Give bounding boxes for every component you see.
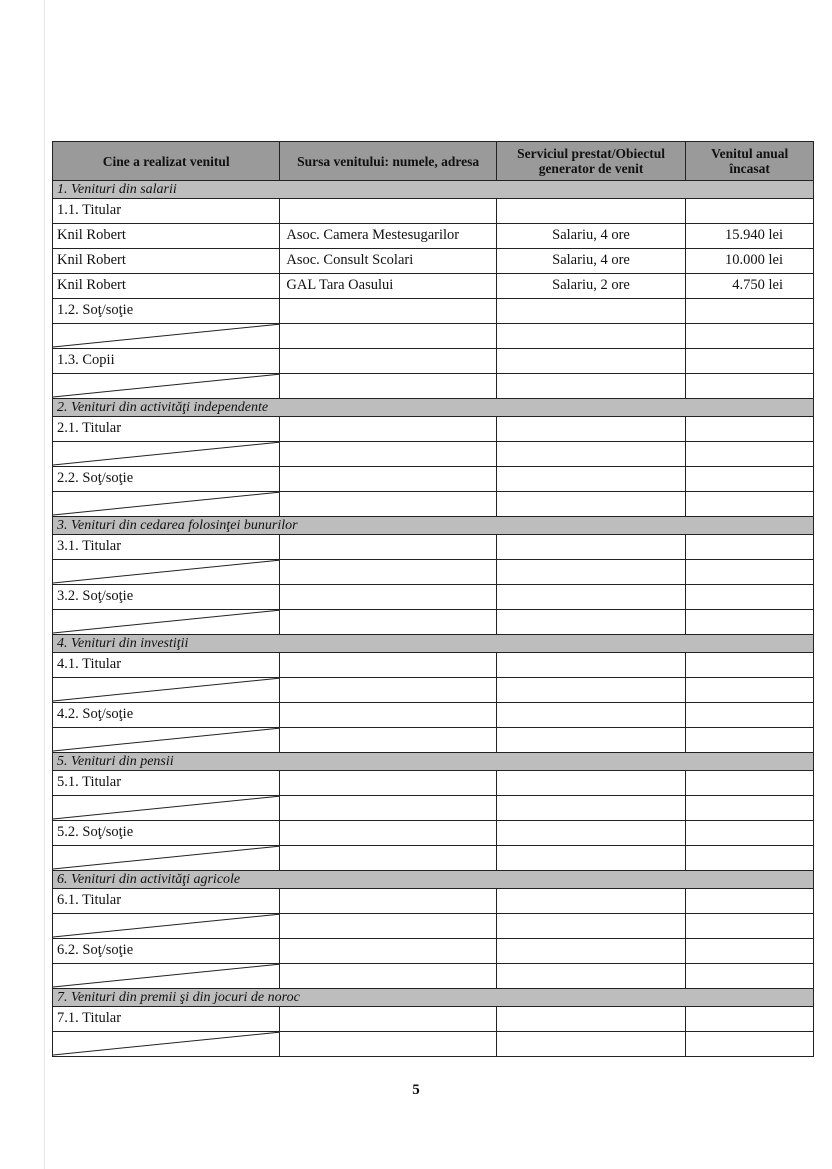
table-row bbox=[53, 964, 813, 989]
cell-who: 2.2. Soţ/soţie bbox=[53, 467, 280, 491]
table-row bbox=[53, 224, 813, 249]
scan-edge bbox=[44, 0, 45, 1169]
table-row bbox=[53, 610, 813, 635]
table-row bbox=[53, 442, 813, 467]
table-row bbox=[53, 467, 813, 492]
cell-amount bbox=[686, 914, 813, 938]
cell-who: 3.2. Soţ/soţie bbox=[53, 585, 280, 609]
cell-who bbox=[53, 796, 280, 820]
cell-service bbox=[497, 299, 686, 323]
cell-service bbox=[497, 771, 686, 795]
table-row bbox=[53, 349, 813, 374]
cell-who: 4.1. Titular bbox=[53, 653, 280, 677]
cell-who: Knil Robert bbox=[53, 274, 280, 298]
cell-source bbox=[280, 653, 496, 677]
cell-who: 5.1. Titular bbox=[53, 771, 280, 795]
cell-who: 5.2. Soţ/soţie bbox=[53, 821, 280, 845]
cell-source bbox=[280, 703, 496, 727]
cell-amount bbox=[686, 1007, 813, 1031]
cell-source bbox=[280, 728, 496, 752]
cell-source bbox=[280, 467, 496, 491]
cell-source bbox=[280, 678, 496, 702]
section-title: 5. Venituri din pensii bbox=[53, 753, 813, 771]
cell-who: 7.1. Titular bbox=[53, 1007, 280, 1031]
cell-amount: 4.750 lei bbox=[732, 277, 783, 293]
cell-amount: 15.940 lei bbox=[724, 227, 783, 243]
cell-service bbox=[497, 560, 686, 584]
table-row bbox=[53, 535, 813, 560]
cell-source bbox=[280, 846, 496, 870]
cell-who bbox=[53, 728, 280, 752]
cell-service bbox=[497, 492, 686, 516]
table-row bbox=[53, 560, 813, 585]
section-title: 4. Venituri din investiţii bbox=[53, 635, 813, 653]
cell-who bbox=[53, 914, 280, 938]
cell-who: Knil Robert bbox=[53, 249, 280, 273]
cell-source bbox=[280, 821, 496, 845]
cell-who: Knil Robert bbox=[53, 224, 280, 248]
cell-source bbox=[280, 417, 496, 441]
cell-who bbox=[53, 442, 280, 466]
cell-amount bbox=[686, 889, 813, 913]
cell-who: 1.1. Titular bbox=[53, 199, 280, 223]
cell-amount bbox=[686, 796, 813, 820]
cell-amount bbox=[686, 349, 813, 373]
cell-amount bbox=[686, 535, 813, 559]
cell-service bbox=[497, 914, 686, 938]
table-row bbox=[53, 417, 813, 442]
cell-service bbox=[497, 728, 686, 752]
cell-service bbox=[497, 324, 686, 348]
cell-amount bbox=[686, 374, 813, 398]
section-title: 7. Venituri din premii şi din jocuri de noroc bbox=[53, 989, 813, 1007]
header-source: Sursa venitului: numele, adresa bbox=[280, 142, 496, 180]
cell-service bbox=[497, 889, 686, 913]
cell-service bbox=[497, 349, 686, 373]
cell-amount bbox=[686, 728, 813, 752]
cell-amount bbox=[686, 821, 813, 845]
cell-service bbox=[497, 535, 686, 559]
cell-who bbox=[53, 678, 280, 702]
cell-service: Salariu, 2 ore bbox=[497, 274, 686, 298]
cell-who bbox=[53, 374, 280, 398]
table-row bbox=[53, 324, 813, 349]
diagonal-strike bbox=[53, 442, 280, 466]
header-who: Cine a realizat venitul bbox=[53, 142, 280, 180]
diagonal-strike bbox=[53, 610, 280, 634]
header-service: Serviciul prestat/Obiectul generator de venit bbox=[497, 142, 687, 180]
cell-who: 1.2. Soţ/soţie bbox=[53, 299, 280, 323]
cell-amount bbox=[686, 771, 813, 795]
section-title: 2. Venituri din activităţi independente bbox=[53, 399, 813, 417]
cell-source: Asoc. Camera Mestesugarilor bbox=[280, 224, 496, 248]
diagonal-strike bbox=[53, 1032, 280, 1056]
table-body bbox=[53, 181, 813, 1056]
cell-source bbox=[280, 889, 496, 913]
table-header bbox=[53, 142, 813, 181]
cell-amount bbox=[686, 846, 813, 870]
cell-who: 1.3. Copii bbox=[53, 349, 280, 373]
table-row bbox=[53, 703, 813, 728]
income-table bbox=[52, 141, 814, 1057]
cell-service bbox=[497, 374, 686, 398]
cell-service bbox=[497, 846, 686, 870]
table-row bbox=[53, 249, 813, 274]
cell-who bbox=[53, 846, 280, 870]
diagonal-strike bbox=[53, 560, 280, 584]
cell-who: 3.1. Titular bbox=[53, 535, 280, 559]
table-row bbox=[53, 846, 813, 871]
cell-amount bbox=[686, 442, 813, 466]
table-row bbox=[53, 914, 813, 939]
section-title: 1. Venituri din salarii bbox=[53, 181, 813, 199]
cell-service: Salariu, 4 ore bbox=[497, 224, 686, 248]
cell-amount bbox=[686, 417, 813, 441]
cell-amount bbox=[686, 324, 813, 348]
cell-service bbox=[497, 199, 686, 223]
table-row bbox=[53, 821, 813, 846]
cell-source bbox=[280, 374, 496, 398]
section-title: 3. Venituri din cedarea folosinţei bunurilor bbox=[53, 517, 813, 535]
cell-source bbox=[280, 1007, 496, 1031]
cell-amount bbox=[686, 299, 813, 323]
table-row bbox=[53, 585, 813, 610]
cell-source bbox=[280, 585, 496, 609]
cell-who: 6.2. Soţ/soţie bbox=[53, 939, 280, 963]
table-row bbox=[53, 492, 813, 517]
cell-source bbox=[280, 1032, 496, 1056]
cell-source bbox=[280, 535, 496, 559]
cell-source bbox=[280, 771, 496, 795]
cell-who bbox=[53, 964, 280, 988]
table-row bbox=[53, 939, 813, 964]
diagonal-strike bbox=[53, 796, 280, 820]
cell-source bbox=[280, 796, 496, 820]
cell-source bbox=[280, 299, 496, 323]
cell-source: Asoc. Consult Scolari bbox=[280, 249, 496, 273]
cell-service bbox=[497, 703, 686, 727]
cell-who: 6.1. Titular bbox=[53, 889, 280, 913]
cell-service bbox=[497, 964, 686, 988]
cell-amount: 10.000 lei bbox=[724, 252, 783, 268]
table-row bbox=[53, 1007, 813, 1032]
page-number: 5 bbox=[412, 1082, 420, 1098]
cell-service bbox=[497, 585, 686, 609]
cell-amount bbox=[686, 467, 813, 491]
table-row bbox=[53, 374, 813, 399]
cell-amount bbox=[686, 703, 813, 727]
diagonal-strike bbox=[53, 728, 280, 752]
cell-amount bbox=[686, 678, 813, 702]
cell-service bbox=[497, 796, 686, 820]
cell-amount bbox=[686, 653, 813, 677]
table-row bbox=[53, 274, 813, 299]
cell-amount bbox=[686, 585, 813, 609]
cell-source bbox=[280, 492, 496, 516]
cell-who bbox=[53, 492, 280, 516]
cell-service bbox=[497, 467, 686, 491]
cell-amount bbox=[686, 939, 813, 963]
cell-who: 4.2. Soţ/soţie bbox=[53, 703, 280, 727]
cell-service bbox=[497, 653, 686, 677]
cell-amount bbox=[686, 964, 813, 988]
diagonal-strike bbox=[53, 846, 280, 870]
cell-source bbox=[280, 324, 496, 348]
cell-service bbox=[497, 442, 686, 466]
cell-source bbox=[280, 349, 496, 373]
cell-amount bbox=[686, 1032, 813, 1056]
table-row bbox=[53, 728, 813, 753]
cell-service bbox=[497, 610, 686, 634]
cell-amount bbox=[686, 492, 813, 516]
diagonal-strike bbox=[53, 678, 280, 702]
diagonal-strike bbox=[53, 324, 280, 348]
cell-amount bbox=[686, 199, 813, 223]
section-title: 6. Venituri din activităţi agricole bbox=[53, 871, 813, 889]
diagonal-strike bbox=[53, 374, 280, 398]
cell-source bbox=[280, 442, 496, 466]
cell-service bbox=[497, 821, 686, 845]
cell-service bbox=[497, 939, 686, 963]
table-row bbox=[53, 678, 813, 703]
cell-service bbox=[497, 1007, 686, 1031]
cell-source bbox=[280, 914, 496, 938]
cell-source: GAL Tara Oasului bbox=[280, 274, 496, 298]
cell-service bbox=[497, 678, 686, 702]
table-row bbox=[53, 199, 813, 224]
cell-who bbox=[53, 324, 280, 348]
cell-amount bbox=[686, 560, 813, 584]
cell-source bbox=[280, 610, 496, 634]
cell-source bbox=[280, 199, 496, 223]
cell-amount bbox=[686, 610, 813, 634]
table-row bbox=[53, 299, 813, 324]
cell-source bbox=[280, 939, 496, 963]
cell-who bbox=[53, 610, 280, 634]
cell-service: Salariu, 4 ore bbox=[497, 249, 686, 273]
cell-who: 2.1. Titular bbox=[53, 417, 280, 441]
table-row bbox=[53, 796, 813, 821]
diagonal-strike bbox=[53, 964, 280, 988]
table-row bbox=[53, 889, 813, 914]
cell-who bbox=[53, 1032, 280, 1056]
header-amount: Venitul anual încasat bbox=[711, 146, 789, 176]
diagonal-strike bbox=[53, 914, 280, 938]
cell-service bbox=[497, 417, 686, 441]
cell-source bbox=[280, 964, 496, 988]
table-row bbox=[53, 1032, 813, 1056]
cell-service bbox=[497, 1032, 686, 1056]
table-row bbox=[53, 771, 813, 796]
cell-source bbox=[280, 560, 496, 584]
table-row bbox=[53, 653, 813, 678]
diagonal-strike bbox=[53, 492, 280, 516]
cell-who bbox=[53, 560, 280, 584]
